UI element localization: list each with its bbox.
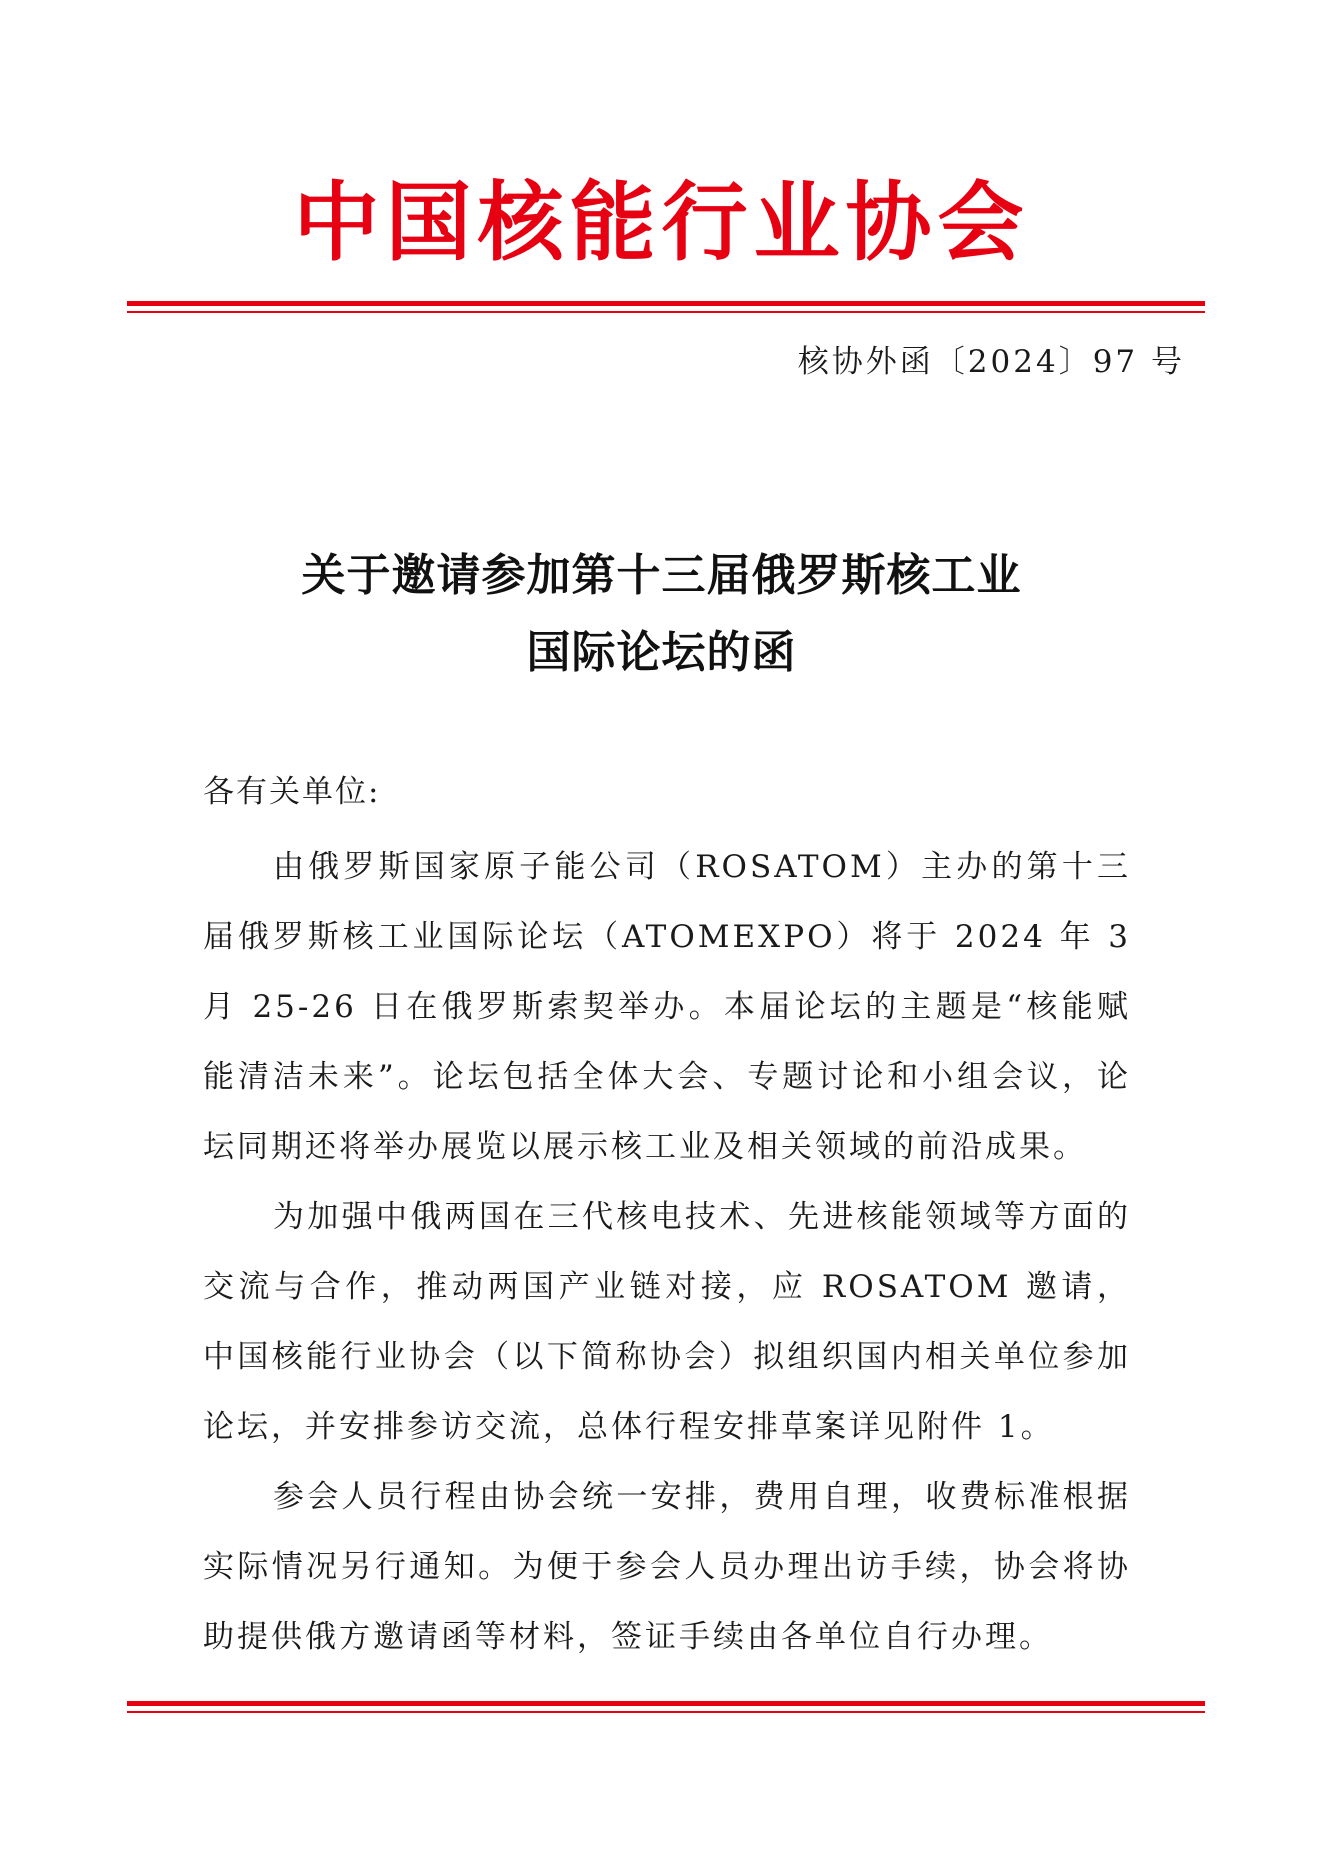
- letterhead-org-name: 中国核能行业协会: [293, 173, 1030, 273]
- footer-rule-thin: [127, 1711, 1205, 1713]
- body-paragraph-1: 由俄罗斯国家原子能公司（ROSATOM）主办的第十三届俄罗斯核工业国际论坛（ATOMEXPO）将于 2024 年 3 月 25-26 日在俄罗斯索契举办。本届论坛的主题是“核能赋能清洁未来”。论坛包括全体大会、专题讨论和小组会议，论坛同期还将举办展览以展示核工业及相关领域的前沿成果。: [203, 849, 1131, 1165]
- letter-title-line-2: 国际论坛的函: [526, 627, 797, 678]
- body-paragraph-3: 参会人员行程由协会统一安排，费用自理，收费标准根据实际情况另行通知。为便于参会人员办理出访手续，协会将协助提供俄方邀请函等材料，签证手续由各单位自行办理。: [203, 1479, 1131, 1655]
- footer-rule-thick: [127, 1701, 1205, 1706]
- letterhead-rule-thin: [127, 311, 1205, 313]
- body-paragraph-2: 为加强中俄两国在三代核电技术、先进核能领域等方面的交流与合作，推动两国产业链对接，应 ROSATOM 邀请，中国核能行业协会（以下简称协会）拟组织国内相关单位参加论坛，并安排参访交流，总体行程安排草案详见附件 1。: [203, 1199, 1131, 1445]
- document-number: 核协外函〔2024〕97 号: [797, 344, 1185, 380]
- letter-title-line-1: 关于邀请参加第十三届俄罗斯核工业: [301, 550, 1022, 601]
- salutation: 各有关单位:: [203, 774, 381, 810]
- letterhead-rule-thick: [127, 301, 1205, 306]
